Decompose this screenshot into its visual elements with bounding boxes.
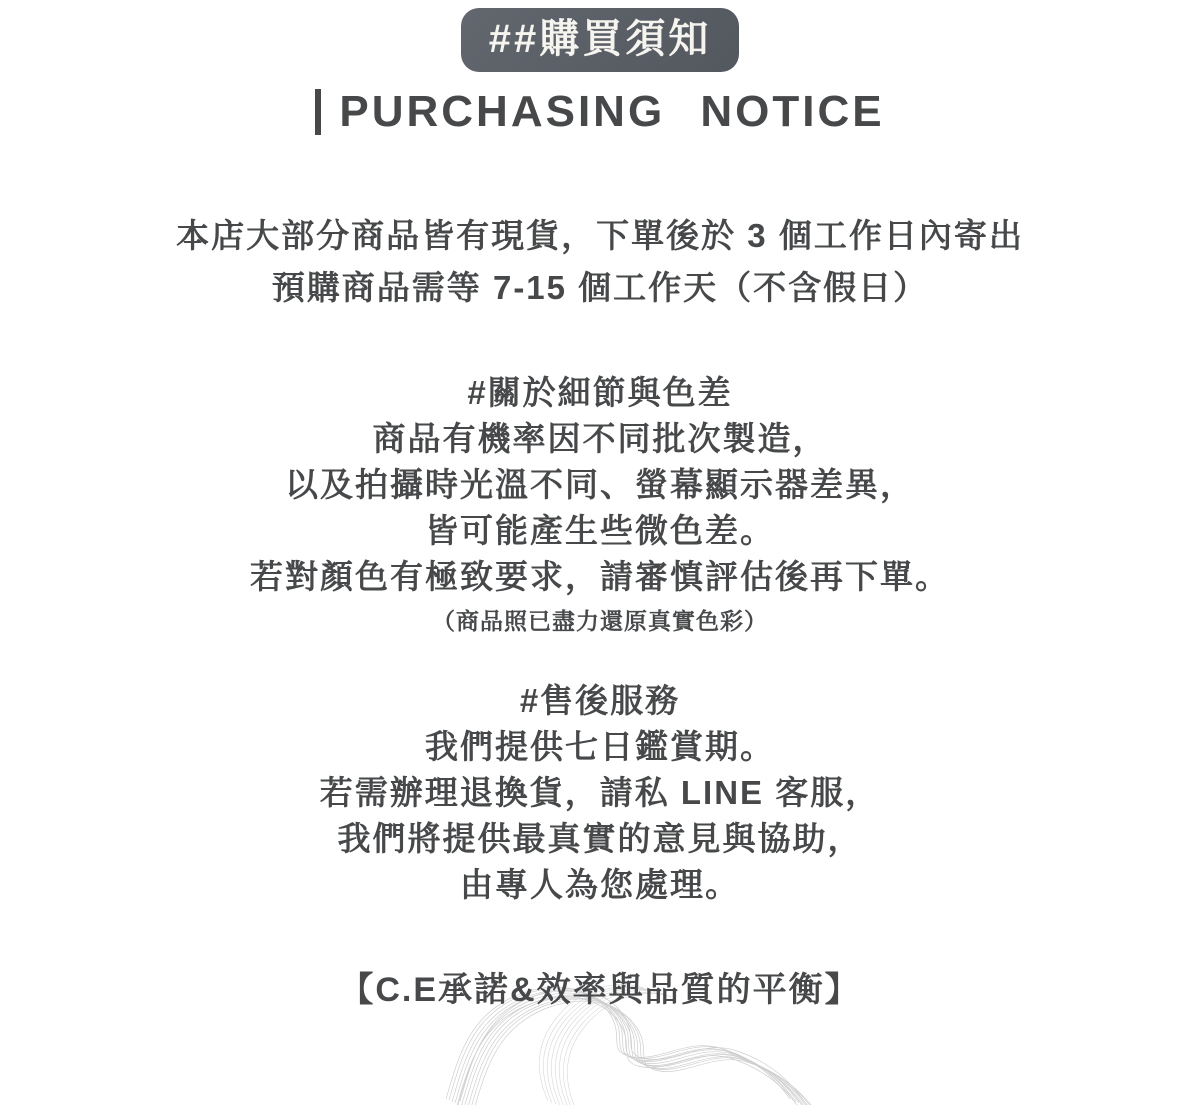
section-line: 我們提供七日鑑賞期。 xyxy=(425,728,775,766)
section-line: 商品有機率因不同批次製造， xyxy=(372,420,828,458)
title-row xyxy=(0,88,1200,136)
section-line: 若對顏色有極致要求，請審慎評估後再下單。 xyxy=(250,558,950,596)
header xyxy=(0,0,1200,136)
section-line: 由專人為您處理。 xyxy=(460,866,740,904)
section-line: 皆可能產生些微色差。 xyxy=(425,512,775,550)
shipping-info xyxy=(0,210,1200,314)
section-color-difference xyxy=(0,370,1200,638)
section-line: 以及拍攝時光溫不同、螢幕顯示器差異， xyxy=(285,466,915,504)
page-title: PURCHASING NOTICE xyxy=(339,87,885,136)
section-after-sales xyxy=(0,678,1200,908)
section-line: 我們將提供最真實的意見與協助， xyxy=(337,820,863,858)
section-note: （商品照已盡力還原真實色彩） xyxy=(432,608,768,635)
section-line: 若需辦理退換貨，請私 LINE 客服， xyxy=(319,774,881,812)
title-badge xyxy=(461,8,740,72)
title-divider-bar xyxy=(315,89,321,135)
section-heading: #關於細節與色差 xyxy=(467,374,733,412)
shipping-line: 預購商品需等 7-15 個工作天（不含假日） xyxy=(271,269,929,307)
shipping-line: 本店大部分商品皆有現貨，下單後於 3 個工作日內寄出 xyxy=(176,217,1024,255)
brand-caption: 【C.E承諾&效率與品質的平衡】 xyxy=(339,971,861,1010)
footer xyxy=(0,970,1200,1110)
title-badge-label: ##購買須知 xyxy=(488,17,712,61)
section-heading: #售後服務 xyxy=(519,682,681,720)
